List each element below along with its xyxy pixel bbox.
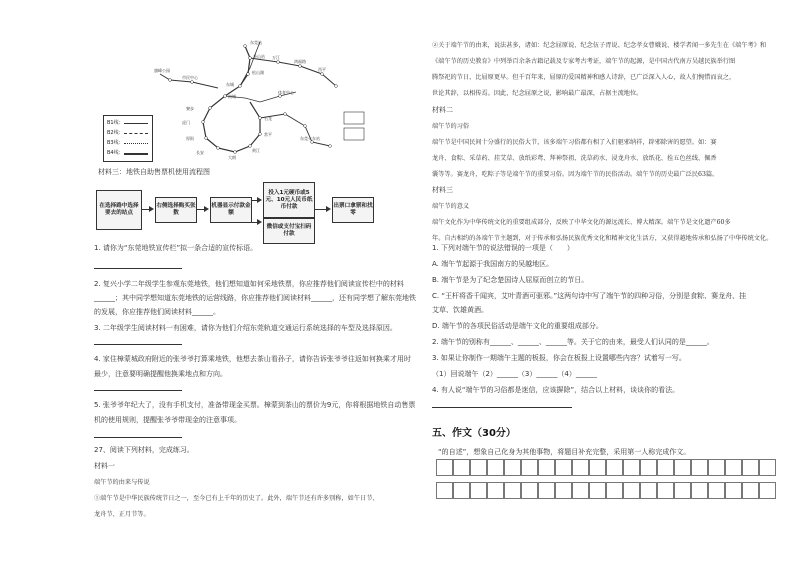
essay-cell[interactable] <box>606 459 623 476</box>
flow-step-3: 机器显示付款金额 <box>210 197 252 223</box>
question-4: 最少，注意要明确提醒他换乘地点和方向。 <box>94 370 227 378</box>
essay-cell[interactable] <box>606 482 623 499</box>
essay-cell[interactable] <box>555 482 572 499</box>
essay-cell[interactable] <box>538 482 555 499</box>
legend-b3: B3线： <box>107 140 124 146</box>
essay-cell[interactable] <box>572 459 589 476</box>
r-question-3: 3. 如果让你制作一期端午主题的板报，你会在板报上设置哪些内容？试着写一写。 <box>432 354 686 362</box>
essay-cell[interactable] <box>742 482 759 499</box>
map-label: 东莞站 <box>250 40 262 45</box>
essay-cell[interactable] <box>759 459 776 476</box>
r-question-2: 2. 端午节的别称有______、______、______等。关于它的由来，最受人们认同的是______。 <box>432 338 714 346</box>
r-question-1: 1. 下列对端午节的说法错误的一项是（ ） <box>432 244 574 252</box>
essay-cell[interactable] <box>470 459 487 476</box>
map-label: 东莞火车站 <box>300 136 320 141</box>
map-label: 石龙 <box>264 116 272 121</box>
essay-cell[interactable] <box>674 459 691 476</box>
r-question-4: 4. 有人说“端午节的习俗都是迷信，应该摒除”，结合以上材料，谈谈你的看法。 <box>432 386 680 394</box>
material-1-text: ②关于端午节的由来，说法甚多，诸如：纪念屈原说、纪念伍子胥说、纪念孝女曹娥说、楼学者闻一多先生在《端午考》和 <box>432 42 767 49</box>
option-a: A. 端午节起源于我国南方的吴越地区。 <box>432 260 554 268</box>
material-3-text: 端午文化作为中华传统文化的重要组成部分，反映了中华文化的源远流长、博大精深。端午节是文化遗产60多 <box>432 219 731 226</box>
section-5-heading: 五、作文（30分） <box>432 428 516 439</box>
essay-grid[interactable] <box>436 459 776 505</box>
legend-b4: B4线： <box>107 150 124 156</box>
essay-cell[interactable] <box>657 482 674 499</box>
map-label: 黄江 <box>252 148 260 153</box>
map-label: 南城 <box>228 94 236 99</box>
answer-line[interactable] <box>432 407 572 408</box>
essay-cell[interactable] <box>589 482 606 499</box>
essay-cell[interactable] <box>691 482 708 499</box>
essay-cell[interactable] <box>538 459 555 476</box>
map-label: 常平 <box>264 132 272 137</box>
option-b: B. 端午节是为了纪念楚国诗人屈原而创立的节日。 <box>432 276 589 284</box>
answer-line[interactable] <box>94 390 182 391</box>
material-2-text: 囊等等。赛龙舟，吃粽子等是端午节的重要习俗。因为端午节的民俗活动。端午节的历史最广泛民63篇。 <box>432 171 719 178</box>
essay-cell[interactable] <box>436 482 453 499</box>
material-1-text: 世论其辞，以相传焉。因此，纪念屈原之说，影响最广最深，占据主流地位。 <box>432 90 643 97</box>
option-c: C. “王杆将香千闻宾，艾叶青酒可驱邪。”这两句诗中写了端午节的四种习俗，分别是食粽、赛龙舟、挂 <box>432 292 747 300</box>
legend-b1: B1线： <box>107 120 124 126</box>
material-1-label: 材料一 <box>94 462 115 470</box>
map-label: 松山湖 <box>252 70 264 75</box>
material-3-text: 年。自古相约的各端午节主题到，对于传承和弘扬民族优秀文化和精神文化生活方，又获得越地传承和弘扬了中华传统文化。 <box>432 235 773 242</box>
material-1-title: 端午节的由来与传说 <box>94 479 150 486</box>
essay-cell[interactable] <box>436 459 453 476</box>
essay-cell[interactable] <box>521 459 538 476</box>
flow-step-2: 右侧选择购买张数 <box>155 197 197 223</box>
essay-cell[interactable] <box>521 482 538 499</box>
map-label: 茶山站 <box>253 54 265 59</box>
material-caption: 材料三：地铁自助售票机使用流程图 <box>98 168 210 176</box>
essay-cell[interactable] <box>487 482 504 499</box>
map-label: 长安 <box>196 150 204 155</box>
question-2: 的发展，你应推荐他们阅读材料______。 <box>94 308 220 316</box>
essay-cell[interactable] <box>640 482 657 499</box>
essay-cell[interactable] <box>487 459 504 476</box>
map-label: 西平 <box>318 67 326 72</box>
material-1-text: 《端午节的历史教育》中列举百余条古籍记载及专家考古考证，端午节的起源，是中国古代南方吴越民族举行图 <box>432 58 736 65</box>
r-question-3-options: （1）回说端午（2）______（3）______（4）______ <box>432 370 597 378</box>
essay-cell[interactable] <box>504 459 521 476</box>
flow-step-1: 在选择路中选择要去的站点 <box>96 190 142 230</box>
question-5: 5. 张爷爷年纪大了，没有手机支付，准备带现金买票。樟蒙到茶山的票价为9元，你将根据地铁自动售票 <box>94 401 416 409</box>
essay-cell[interactable] <box>708 482 725 499</box>
question-3: 3. 二年级学生阅读材料一有困难，请你为他们介绍东莞轨道交通运行系统选择的车型及选择原因。 <box>94 324 397 332</box>
essay-cell[interactable] <box>725 459 742 476</box>
map-legend <box>103 115 153 162</box>
flow-step-4b: 微信或支付宝扫码付款 <box>263 218 315 244</box>
map-label: 体育中心 <box>278 90 294 95</box>
essay-cell[interactable] <box>657 459 674 476</box>
question-2: 2. 复兴小学二年级学生参观东莞地铁，他们想知道如何采地铁票，你应推荐他们阅读宣传栏中的材料 <box>94 280 404 288</box>
map-label: 厚街 <box>186 136 194 141</box>
material-1-text: 龙舟节、正月节等。 <box>94 511 150 518</box>
essay-cell[interactable] <box>504 482 521 499</box>
legend-b2: B2线： <box>107 130 124 136</box>
option-d: D. 端午节的各项民俗活动是端午文化的重要组成部分。 <box>432 322 603 330</box>
material-3-title: 端午节的意义 <box>432 203 470 210</box>
answer-line[interactable] <box>94 268 182 269</box>
essay-cell[interactable] <box>759 482 776 499</box>
material-2-title: 端午节的习俗 <box>432 123 470 130</box>
essay-cell[interactable] <box>691 459 708 476</box>
material-3-label: 材料三 <box>432 186 453 194</box>
essay-cell[interactable] <box>742 459 759 476</box>
map-label: 市民中心 <box>182 75 198 80</box>
answer-line[interactable] <box>94 437 182 438</box>
material-1-text: ①端午节是中华民族传统节日之一，至今已有上千年的历史了。此外，端午节还有许多别称，如午日节、 <box>94 495 379 502</box>
material-1-text: 腾祭祀的节日，比屈原更早。但千百年来，屈原的爱国精神和感人诗辞，已广泛深入人心，故人们惋惜而哀之， <box>432 74 736 81</box>
essay-cell[interactable] <box>453 482 470 499</box>
question-4: 4. 家住樟蒙城政府附近的张爷爷打算乘地铁，他想去茶山看孙子，请你告诉张爷爷往返如何换乘才用时 <box>94 355 411 363</box>
map-label: 虎门 <box>182 120 190 125</box>
question-27: 27、阅读下列材料，完成练习。 <box>94 446 194 454</box>
essay-cell[interactable] <box>589 459 606 476</box>
essay-cell[interactable] <box>453 459 470 476</box>
essay-cell[interactable] <box>572 482 589 499</box>
map-label: 寮步 <box>186 106 194 111</box>
question-2: ______；其中同学想知道东莞地铁的运营线路，你应推荐他们阅读材料______，还有同学想了解东莞地铁 <box>94 294 416 302</box>
map-label: 大朗 <box>228 155 236 160</box>
essay-cell[interactable] <box>708 459 725 476</box>
material-2-text: 龙舟、食粽、采草药、挂艾草、放纸彩鸢、拜神祭祖、洗草药水、浸龙舟水、放纸花、拴五色丝线、佩香 <box>432 155 717 162</box>
map-label: 万江 <box>272 55 280 60</box>
material-2-label: 材料二 <box>432 106 453 114</box>
essay-cell[interactable] <box>623 482 640 499</box>
essay-cell[interactable] <box>674 482 691 499</box>
flow-step-5: 出票口拿票和找零 <box>332 197 374 223</box>
question-5: 机的使用规则，提醒张爷爷带现金的注意事项。 <box>94 416 241 424</box>
essay-cell[interactable] <box>623 459 640 476</box>
answer-line[interactable] <box>94 344 182 345</box>
question-1: 1. 请你为“东莞地铁宣传栏”拟一条合适的宣传标语。 <box>94 244 258 252</box>
map-label: 鸿福路 <box>294 59 306 64</box>
material-2-text: 端午节是中国民间十分盛行的民俗大节，该多端午习俗都有相了入们驱邪纳祥，辟邪除害的愿望。如：赛 <box>432 139 717 146</box>
option-c: 艾草、饮雄黄酒。 <box>432 306 488 314</box>
essay-cell[interactable] <box>725 482 742 499</box>
essay-cell[interactable] <box>640 459 657 476</box>
essay-prompt: “的自述”，想象自己化身为其他事物，将题目补充完整，采用第一人称完成作文。 <box>438 448 691 456</box>
essay-cell[interactable] <box>470 482 487 499</box>
essay-cell[interactable] <box>555 459 572 476</box>
map-label: 东城 <box>226 82 234 87</box>
map-label: 旗峰公园 <box>154 68 170 73</box>
flow-step-4a: 投入1元硬币或5元、10元人民币纸币付款 <box>263 182 315 218</box>
